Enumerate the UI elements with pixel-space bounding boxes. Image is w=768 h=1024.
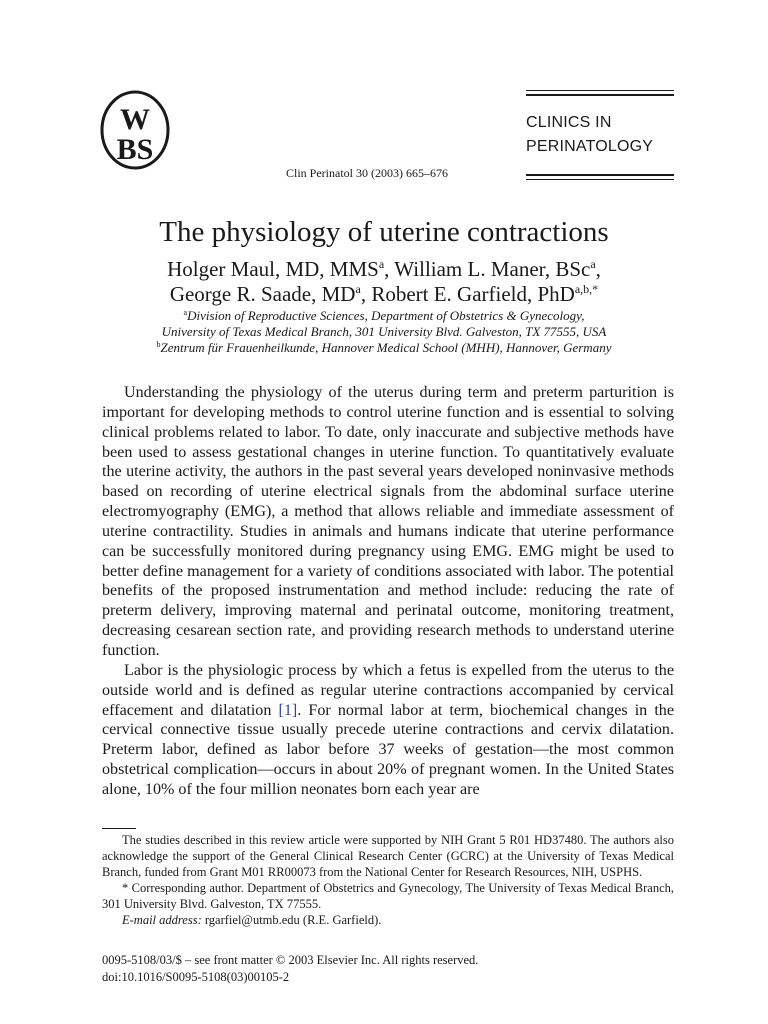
author-affil-sup: a xyxy=(378,257,385,271)
author-affil-sup: a,b,* xyxy=(574,282,599,296)
footnote-divider xyxy=(102,828,136,829)
author-name: William L. Maner, BSc xyxy=(394,257,591,281)
publisher-logo xyxy=(99,89,171,171)
footnotes xyxy=(102,832,674,928)
corresponding-note: * Corresponding author. Department of Obstetrics and Gynecology, The University of Texas Medical Branch, 301 University Blvd. Galveston, TX 77555. xyxy=(102,881,674,911)
article-title: The physiology of uterine contractions xyxy=(159,216,609,248)
affiliation-a-cont: University of Texas Medical Branch, 301 University Blvd. Galveston, TX 77555, USA xyxy=(161,324,607,339)
journal-bottom-rule xyxy=(526,179,674,180)
email-value: rgarfiel@utmb.edu (R.E. Garfield). xyxy=(201,913,382,927)
email-note xyxy=(102,912,674,928)
author-line-2: George R. Saade, $MD^a$, Robert E. Garfield, PhD$^{a,b,*}$ xyxy=(169,282,599,306)
copyright-block xyxy=(102,952,478,986)
email-label: E-mail address: xyxy=(122,913,202,927)
paragraph-2: Labor is the physiologic process by which a fetus is expelled from the uterus to the outside world and is defined as regular uterine contractions accompanied by cervical effacement and dilatation [1]. For normal labor at term, biochemical changes in the cervical connective tissue usually precede uterine contractions and cervix dilatation. Preterm labor, defined as labor before 37 weeks of gestation—the most common obstetrical complication—occurs in about 20% of pregnant women. In the United States alone, 10% of the four million neonates born each year are xyxy=(102,661,674,798)
author-name: George R. Saade, MD xyxy=(169,282,356,306)
doi-line: doi:10.1016/S0095-5108(03)00105-2 xyxy=(102,970,290,984)
reference-link[interactable]: [1] xyxy=(278,701,298,719)
journal-citation: Clin Perinatol 30 (2003) 665–676 xyxy=(286,166,448,180)
wbs-logo-icon xyxy=(99,89,171,171)
journal-bottom-rule-thick xyxy=(526,174,674,176)
affiliation-marker: a xyxy=(183,308,188,317)
affiliation-marker: b xyxy=(156,340,161,349)
svg-text:BS: BS xyxy=(116,133,154,166)
author-affil-sup: a xyxy=(590,257,596,271)
journal-top-rule xyxy=(526,90,674,91)
author-line-1: Holger Maul, MD, MMS$^a$, William L. Maner, BSc$^a$, xyxy=(167,257,601,281)
author-affil-sup: a xyxy=(355,282,361,296)
affiliation-a: $^a$Division of Reproductive Sciences, Department of Obstetrics & Gynecology, xyxy=(183,308,585,323)
article-body xyxy=(102,383,674,800)
journal-name-line1: CLINICS IN xyxy=(526,114,612,131)
issn-line: 0095-5108/03/$ – see front matter © 2003 Elsevier Inc. All rights reserved. xyxy=(102,953,479,967)
paragraph-1: Understanding the physiology of the uterus during term and preterm parturition is important for developing methods to control uterine function and is essential to solving clinical problems related to labor. To date, only inaccurate and subjective methods have been used to assess gestational changes in uterine function. To quantitatively evaluate the uterine activity, the authors in the past several years developed noninvasive methods based on recording of uterine electrical signals from the abdominal surface uterine electromyography (EMG), a method that allows reliable and immediate assessment of uterine contractility. Studies in animals and humans indicate that uterine performance can be successfully monitored during pregnancy using EMG. EMG might be used to better define management for a variety of conditions associated with labor. The potential benefits of the proposed instrumentation and method include: reducing the rate of preterm delivery, improving maternal and perinatal outcome, monitoring treatment, decreasing cesarean section rate, and providing research methods to understand uterine function. xyxy=(102,384,674,659)
affiliation-b: $^b$Zentrum für Frauenheilkunde, Hannover Medical School (MHH), Hannover, Germany xyxy=(156,340,612,355)
funding-note: The studies described in this review article were supported by NIH Grant 5 R01 HD37480. The authors also acknowledge the support of the General Clinical Research Center (GCRC) at the University of Texas Medical Branch, funded from Grant M01 RR00073 from the National Center for Research Resources, NIH, USPHS. xyxy=(102,833,674,879)
author-name: Holger Maul, MD, MMS xyxy=(167,257,379,281)
journal-top-rule-thick xyxy=(526,94,674,96)
author-name: Robert E. Garfield, PhD xyxy=(371,282,575,306)
journal-name-line2: PERINATOLOGY xyxy=(526,138,654,155)
svg-text:W: W xyxy=(120,103,150,136)
